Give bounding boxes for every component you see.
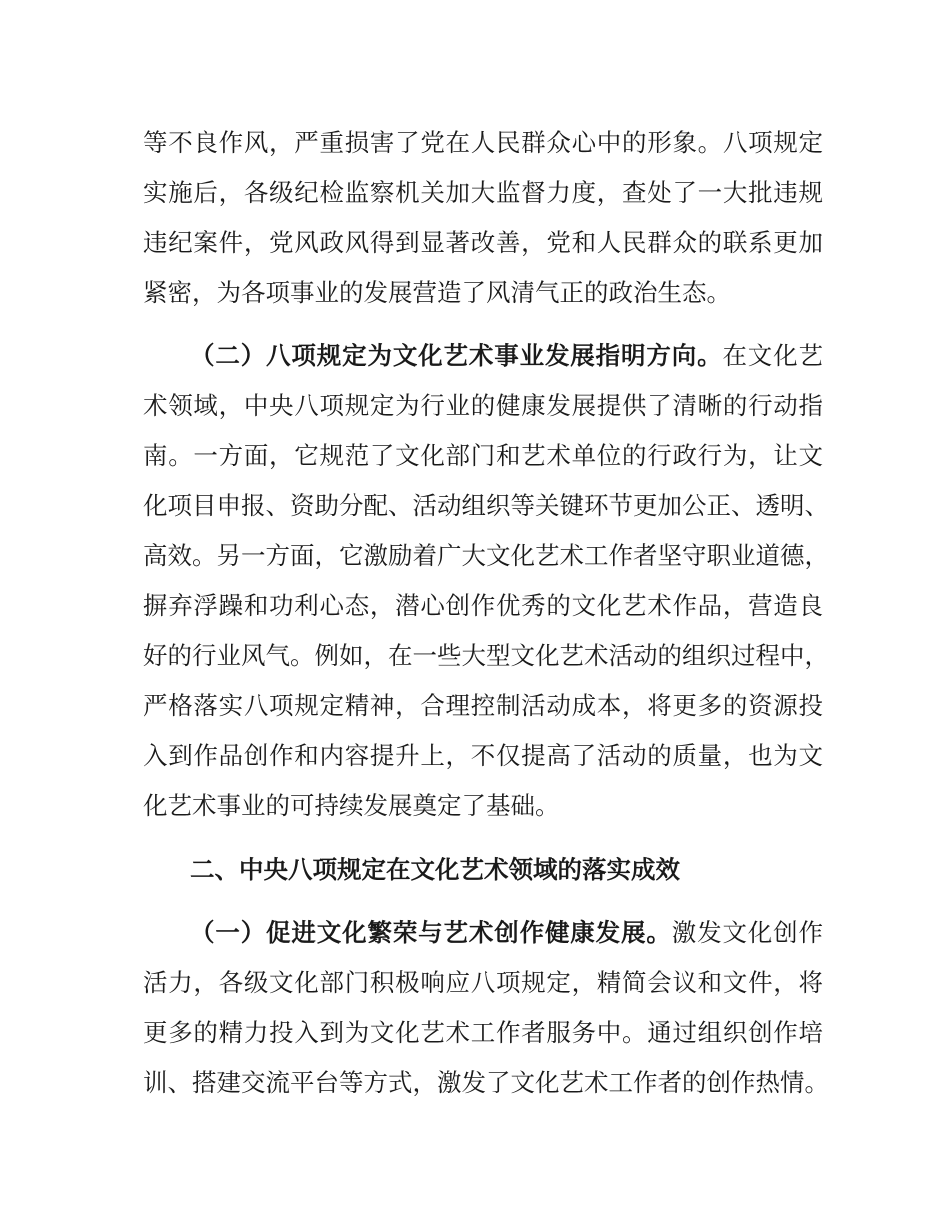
paragraph-1-line-4: 紧密，为各项事业的发展营造了风清气正的政治生态。	[143, 278, 731, 307]
paragraph-2-line-9: 入到作品创作和内容提升上，不仅提高了活动的质量，也为文	[143, 741, 823, 770]
paragraph-2-line-1	[190, 340, 823, 372]
paragraph-2-lead-bold: （二）八项规定为文化艺术事业发展指明方向。	[190, 341, 723, 370]
paragraph-3-line-4: 训、搭建交流平台等方式，激发了文化艺术工作者的创作热情。	[143, 1068, 829, 1097]
paragraph-2-line-7: 好的行业风气。例如，在一些大型文化艺术活动的组织过程中，	[143, 641, 829, 670]
paragraph-1-line-1: 等不良作风，严重损害了党在人民群众心中的形象。八项规定	[143, 128, 823, 157]
section-heading: 二、中央八项规定在文化艺术领域的落实成效	[190, 855, 680, 884]
paragraph-2-line-3: 南。一方面，它规范了文化部门和艺术单位的行政行为，让文	[143, 441, 823, 470]
paragraph-2-line-8: 严格落实八项规定精神，合理控制活动成本，将更多的资源投	[143, 691, 823, 720]
paragraph-2-lead-rest: 在文化艺	[722, 341, 823, 370]
paragraph-1-line-2: 实施后，各级纪检监察机关加大监督力度，查处了一大批违规	[143, 178, 823, 207]
paragraph-2-line-6: 摒弃浮躁和功利心态，潜心创作优秀的文化艺术作品，营造良	[143, 591, 823, 620]
paragraph-2-line-2: 术领域，中央八项规定为行业的健康发展提供了清晰的行动指	[143, 391, 823, 420]
paragraph-3-line-2: 活力，各级文化部门积极响应八项规定，精简会议和文件，将	[143, 968, 823, 997]
paragraph-2-line-5: 高效。另一方面，它激励着广大文化艺术工作者坚守职业道德，	[143, 541, 829, 570]
paragraph-3-lead-rest: 激发文化创作	[671, 918, 824, 947]
paragraph-1-line-3: 违纪案件，党风政风得到显著改善，党和人民群众的联系更加	[143, 228, 823, 257]
paragraph-2-line-10: 化艺术事业的可持续发展奠定了基础。	[143, 791, 560, 820]
paragraph-3-lead-bold: （一）促进文化繁荣与艺术创作健康发展。	[190, 918, 672, 947]
paragraph-3-line-1	[190, 917, 823, 949]
paragraph-2-line-4: 化项目申报、资助分配、活动组织等关键环节更加公正、透明、	[143, 491, 829, 520]
paragraph-3-line-3: 更多的精力投入到为文化艺术工作者服务中。通过组织创作培	[143, 1018, 823, 1047]
